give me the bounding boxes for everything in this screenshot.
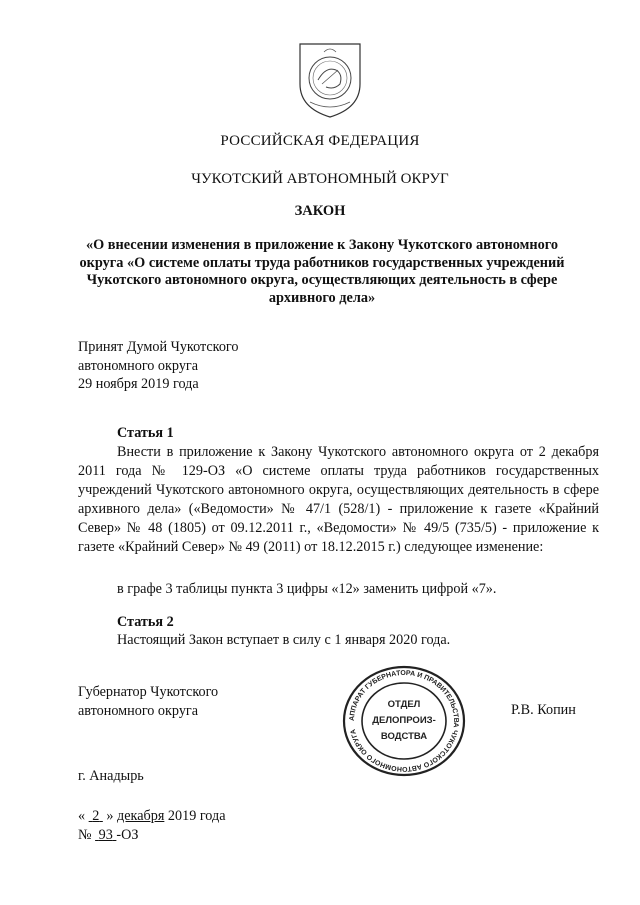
position-line: автономного округа <box>78 702 199 719</box>
position-line: Губернатор Чукотского <box>78 684 219 700</box>
coat-of-arms-emblem <box>296 40 364 120</box>
date-quote-close: » <box>106 808 114 824</box>
adoption-block <box>78 338 238 394</box>
region-heading: ЧУКОТСКИЙ АВТОНОМНЫЙ ОКРУГ <box>191 171 449 187</box>
date-year: 2019 года <box>167 808 226 824</box>
country-heading: РОССИЙСКАЯ ФЕДЕРАЦИЯ <box>220 133 420 149</box>
adoption-line: Принят Думой Чукотского <box>78 339 239 355</box>
date-month: декабря <box>117 808 165 824</box>
article-2-text: Настоящий Закон вступает в силу с 1 января 2020 года. <box>117 632 451 648</box>
stamp-line: ВОДСТВА <box>380 731 428 742</box>
signatory-name: Р.В. Копин <box>511 702 576 718</box>
stamp-ring-text: АППАРАТ ГУБЕРНАТОРА И ПРАВИТЕЛЬСТВА ЧУКОТСКОГО АВТОНОМНОГО ОКРУГА <box>348 669 460 773</box>
number-value: 93 <box>98 827 113 843</box>
article-1-heading: Статья 1 <box>117 425 174 441</box>
date-day-value: 2 <box>92 808 100 824</box>
number-prefix: № <box>78 827 92 843</box>
article-1-change: в графе 3 таблицы пункта 3 цифры «12» заменить цифрой «7». <box>117 581 497 597</box>
law-title: «О внесении изменения в приложение к Закону Чукотского автономного округа «О системе оплаты труда работников государственных учреждений Чукотского автономного округа, осуществляющих деятельность в сфере архивного дела» <box>79 237 565 306</box>
article-2-heading: Статья 2 <box>117 614 174 630</box>
date-day <box>89 808 103 824</box>
signing-date <box>78 807 226 826</box>
number-suffix: -ОЗ <box>116 827 139 843</box>
signing-block <box>78 807 226 845</box>
signatory-position <box>78 683 218 720</box>
document-type-heading: ЗАКОН <box>294 203 346 219</box>
office-stamp <box>340 665 468 777</box>
stamp-line: ОТДЕЛ <box>387 699 421 710</box>
city: г. Анадырь <box>78 768 144 784</box>
adoption-line: автономного округа <box>78 357 199 374</box>
article-1-text <box>78 443 599 557</box>
article-1-body: Внести в приложение к Закону Чукотского автономного округа от 2 декабря 2011 года № 129-ОЗ «О системе оплаты труда работников государственных учреждений Чукотского автономного округа, осуществляющих деятельность в сфере архивного дела» («Ведомости» № 47/1 (528/1) - приложение к газете «Крайний Север» № 48 (1805) от 09.12.2011 г., «Ведомости» № 49/5 (735/5) - приложение к газете «Крайний Север» № 49 (2011) от 18.12.2015 г.) следующее изменение: <box>78 444 599 555</box>
date-quote-open: « <box>78 808 86 824</box>
number-value-wrap <box>95 827 116 843</box>
law-number <box>78 826 226 845</box>
adoption-date: 29 ноября 2019 года <box>78 376 199 392</box>
stamp-line: ДЕЛОПРОИЗ- <box>372 715 436 726</box>
